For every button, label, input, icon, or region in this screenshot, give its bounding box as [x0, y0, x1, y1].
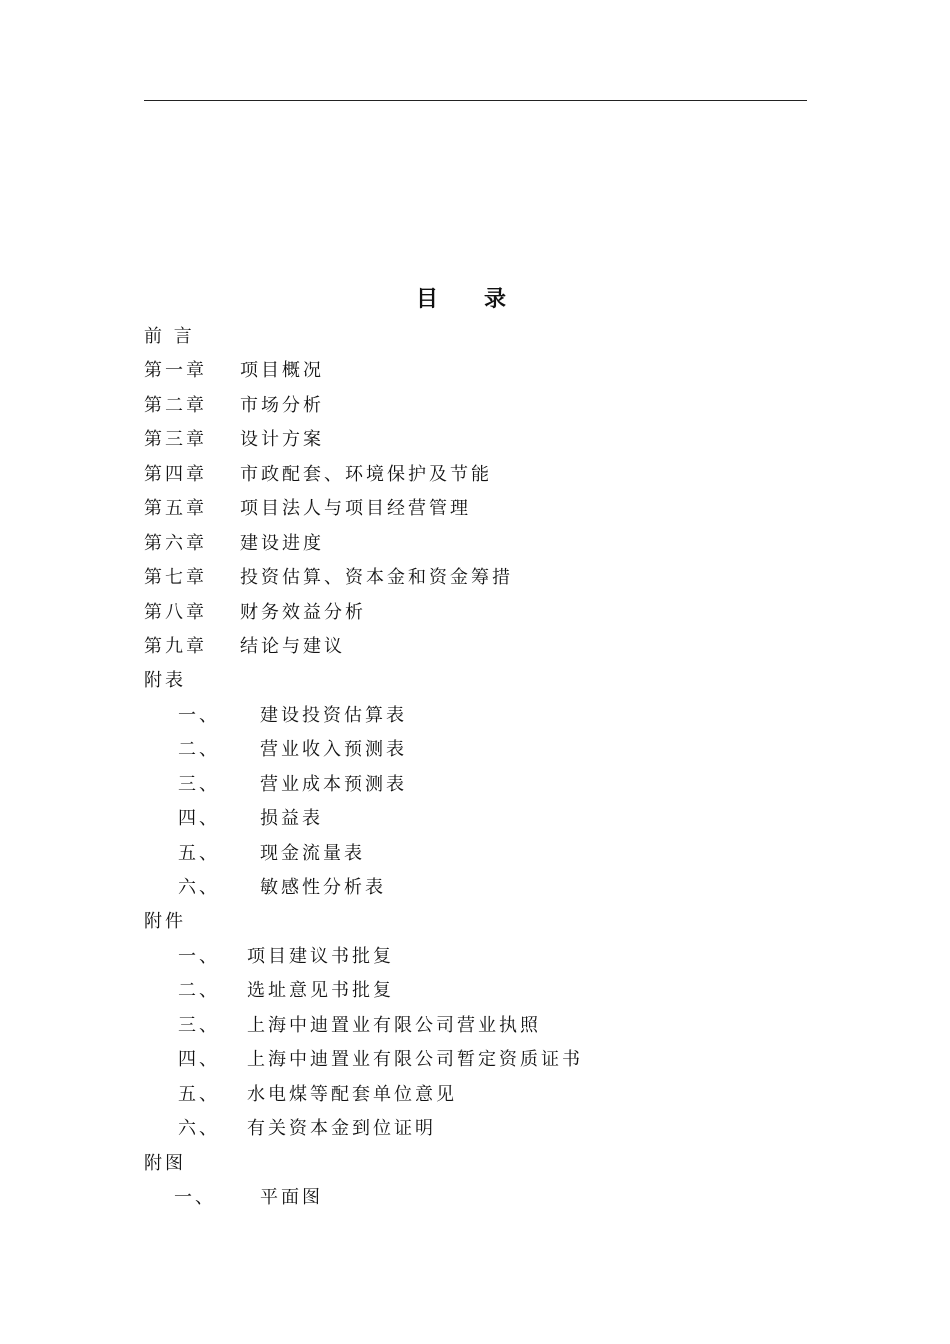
chapter-title: 投资估算、资本金和资金筹措 [240, 567, 513, 589]
item-number: 二、 [178, 739, 220, 761]
toc-attachment-item [144, 1078, 824, 1112]
item-number: 三、 [178, 773, 220, 795]
item-number: 一、 [174, 1186, 216, 1208]
item-title: 现金流量表 [260, 842, 365, 864]
preface-label: 前 言 [144, 326, 195, 347]
toc-table-item [144, 699, 824, 733]
toc-attachment-item [144, 1112, 824, 1146]
chapter-title: 结论与建议 [240, 635, 345, 657]
chapter-number: 第七章 [144, 567, 207, 589]
header-rule [144, 100, 807, 101]
item-title: 敏感性分析表 [260, 877, 386, 898]
item-title: 损益表 [260, 808, 323, 830]
item-title: 上海中迪置业有限公司营业执照 [247, 1014, 541, 1036]
item-title: 上海中迪置业有限公司暂定资质证书 [247, 1049, 583, 1071]
chapter-number: 第八章 [144, 601, 207, 623]
toc-table-item [144, 871, 824, 905]
item-title: 选址意见书批复 [247, 980, 394, 1002]
toc-chapter [144, 458, 824, 492]
item-title: 水电煤等配套单位意见 [247, 1083, 457, 1105]
page-title: 目录 [415, 287, 552, 312]
item-title: 营业收入预测表 [260, 739, 407, 761]
chapter-number: 第九章 [144, 635, 207, 657]
toc-table-item [144, 733, 824, 767]
toc-preface [144, 320, 824, 354]
chapter-title: 项目概况 [240, 360, 324, 382]
item-number: 五、 [178, 1083, 220, 1105]
item-number: 六、 [178, 1118, 220, 1140]
toc-chapter [144, 561, 824, 595]
toc-chapter [144, 389, 824, 423]
chapter-number: 第五章 [144, 498, 207, 520]
chapter-title: 设计方案 [240, 429, 324, 451]
chapter-title: 财务效益分析 [240, 601, 366, 623]
item-title: 平面图 [260, 1186, 323, 1208]
item-number: 一、 [178, 945, 220, 967]
chapter-title: 市场分析 [240, 394, 324, 416]
toc-chapter [144, 492, 824, 526]
item-title: 建设投资估算表 [260, 704, 407, 726]
chapter-number: 第三章 [144, 429, 207, 451]
toc-chapter [144, 423, 824, 457]
chapter-number: 第六章 [144, 532, 207, 554]
toc-table-item [144, 802, 824, 836]
item-number: 二、 [178, 980, 220, 1002]
toc-chapter [144, 354, 824, 388]
toc-attachment-item [144, 1043, 824, 1077]
item-number: 五、 [178, 842, 220, 864]
item-title: 有关资本金到位证明 [247, 1118, 436, 1140]
toc-attachment-item [144, 1009, 824, 1043]
chapter-title: 项目法人与项目经营管理 [240, 498, 471, 520]
toc-figure-item [144, 1181, 824, 1215]
toc-chapter [144, 527, 824, 561]
chapter-title: 建设进度 [240, 532, 324, 554]
toc-attachment-item [144, 974, 824, 1008]
item-title: 项目建议书批复 [247, 945, 394, 967]
toc-table-item [144, 768, 824, 802]
toc-tables-heading [144, 664, 824, 698]
chapter-number: 第四章 [144, 463, 207, 485]
toc-chapter [144, 630, 824, 664]
toc-attachment-item [144, 940, 824, 974]
attachments-heading: 附件 [144, 911, 186, 933]
figures-heading: 附图 [144, 1152, 186, 1174]
chapter-title: 市政配套、环境保护及节能 [240, 463, 492, 485]
chapter-number: 第一章 [144, 360, 207, 382]
tables-heading: 附表 [144, 670, 186, 692]
chapter-number: 第二章 [144, 394, 207, 416]
item-number: 三、 [178, 1014, 220, 1036]
toc-table-item [144, 837, 824, 871]
toc-chapter [144, 596, 824, 630]
toc-attachments-heading [144, 905, 824, 939]
toc-figures-heading [144, 1147, 824, 1181]
item-title: 营业成本预测表 [260, 773, 407, 795]
table-of-contents [144, 320, 824, 1215]
item-number: 六、 [178, 877, 220, 898]
item-number: 四、 [178, 1049, 220, 1071]
item-number: 一、 [178, 704, 220, 726]
item-number: 四、 [178, 808, 220, 830]
